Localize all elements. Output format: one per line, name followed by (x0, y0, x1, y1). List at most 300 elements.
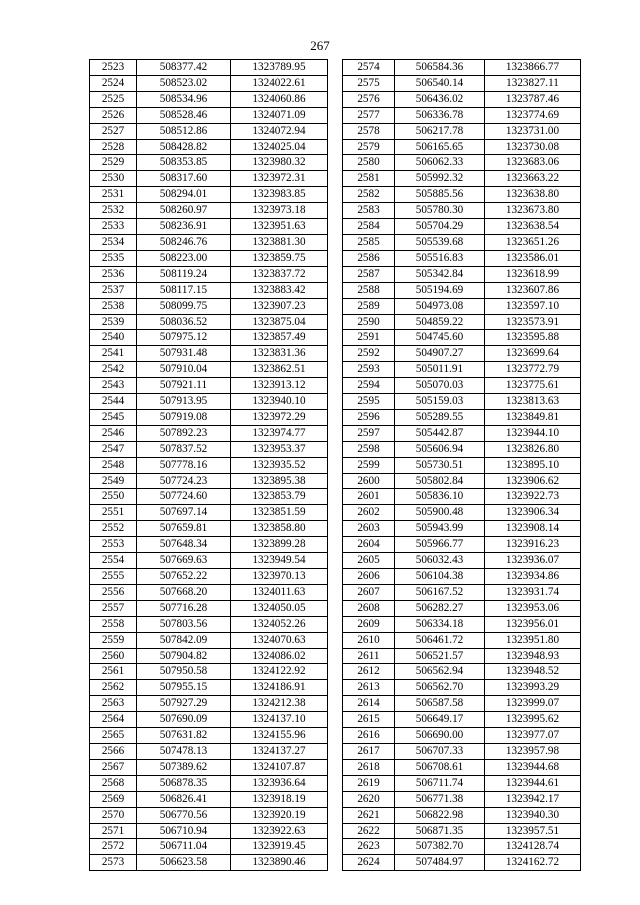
point-number-cell: 2550 (90, 489, 137, 505)
table-row (343, 298, 581, 314)
table-row (343, 75, 581, 91)
point-number-cell: 2523 (90, 60, 137, 76)
y-coordinate-cell: 1323949.54 (231, 553, 328, 569)
point-number-cell: 2561 (90, 664, 137, 680)
table-row (90, 219, 328, 235)
point-number-cell: 2560 (90, 648, 137, 664)
y-coordinate-cell: 1323651.26 (485, 234, 581, 250)
y-coordinate-cell: 1324137.27 (231, 743, 328, 759)
x-coordinate-cell: 508428.82 (137, 139, 231, 155)
table-row (90, 314, 328, 330)
point-number-cell: 2587 (343, 266, 395, 282)
point-number-cell: 2619 (343, 775, 395, 791)
x-coordinate-cell: 507931.48 (137, 346, 231, 362)
x-coordinate-cell: 506623.58 (137, 855, 231, 871)
x-coordinate-cell: 506711.04 (137, 839, 231, 855)
x-coordinate-cell: 504859.22 (395, 314, 485, 330)
y-coordinate-cell: 1323999.07 (485, 696, 581, 712)
y-coordinate-cell: 1323970.13 (231, 569, 328, 585)
point-number-cell: 2563 (90, 696, 137, 712)
point-number-cell: 2542 (90, 362, 137, 378)
table-row (343, 409, 581, 425)
point-number-cell: 2575 (343, 75, 395, 91)
y-coordinate-cell: 1323936.07 (485, 553, 581, 569)
table-row (343, 139, 581, 155)
table-row (343, 187, 581, 203)
table-row (90, 282, 328, 298)
y-coordinate-cell: 1323993.29 (485, 680, 581, 696)
point-number-cell: 2624 (343, 855, 395, 871)
x-coordinate-cell: 507484.97 (395, 855, 485, 871)
table-row (343, 759, 581, 775)
table-row (343, 489, 581, 505)
table-row (343, 823, 581, 839)
point-number-cell: 2556 (90, 584, 137, 600)
table-row (90, 728, 328, 744)
point-number-cell: 2578 (343, 123, 395, 139)
table-row (90, 473, 328, 489)
table-row (343, 91, 581, 107)
table-row (90, 203, 328, 219)
x-coordinate-cell: 507892.23 (137, 425, 231, 441)
x-coordinate-cell: 505780.30 (395, 203, 485, 219)
y-coordinate-cell: 1323913.12 (231, 378, 328, 394)
x-coordinate-cell: 507842.09 (137, 632, 231, 648)
x-coordinate-cell: 506282.27 (395, 600, 485, 616)
y-coordinate-cell: 1323983.85 (231, 187, 328, 203)
y-coordinate-cell: 1323899.28 (231, 537, 328, 553)
x-coordinate-cell: 506217.78 (395, 123, 485, 139)
x-coordinate-cell: 505836.10 (395, 489, 485, 505)
table-row (343, 266, 581, 282)
y-coordinate-cell: 1323895.10 (485, 457, 581, 473)
y-coordinate-cell: 1323607.86 (485, 282, 581, 298)
y-coordinate-cell: 1323908.14 (485, 521, 581, 537)
table-row (343, 664, 581, 680)
table-row (343, 123, 581, 139)
y-coordinate-cell: 1323731.00 (485, 123, 581, 139)
table-row (343, 696, 581, 712)
table-row (90, 632, 328, 648)
x-coordinate-cell: 507659.81 (137, 521, 231, 537)
table-row (90, 569, 328, 585)
y-coordinate-cell: 1323980.32 (231, 155, 328, 171)
x-coordinate-cell: 506165.65 (395, 139, 485, 155)
x-coordinate-cell: 508294.01 (137, 187, 231, 203)
point-number-cell: 2602 (343, 505, 395, 521)
x-coordinate-cell: 505289.55 (395, 409, 485, 425)
y-coordinate-cell: 1323775.61 (485, 378, 581, 394)
x-coordinate-cell: 507975.12 (137, 330, 231, 346)
table-row (343, 680, 581, 696)
table-row (90, 712, 328, 728)
table-row (343, 473, 581, 489)
point-number-cell: 2594 (343, 378, 395, 394)
point-number-cell: 2620 (343, 791, 395, 807)
y-coordinate-cell: 1323813.63 (485, 394, 581, 410)
point-number-cell: 2557 (90, 600, 137, 616)
table-row (90, 759, 328, 775)
table-row (90, 346, 328, 362)
x-coordinate-cell: 507921.11 (137, 378, 231, 394)
table-row (343, 107, 581, 123)
coordinates-table-left (89, 59, 328, 871)
table-row (343, 648, 581, 664)
y-coordinate-cell: 1323573.91 (485, 314, 581, 330)
table-row (90, 775, 328, 791)
y-coordinate-cell: 1323595.88 (485, 330, 581, 346)
table-row (90, 91, 328, 107)
x-coordinate-cell: 506167.52 (395, 584, 485, 600)
page-number: 267 (310, 38, 330, 53)
x-coordinate-cell: 505802.84 (395, 473, 485, 489)
x-coordinate-cell: 506334.18 (395, 616, 485, 632)
y-coordinate-cell: 1323774.69 (485, 107, 581, 123)
x-coordinate-cell: 506562.94 (395, 664, 485, 680)
x-coordinate-cell: 506436.02 (395, 91, 485, 107)
table-row (343, 314, 581, 330)
table-row (90, 855, 328, 871)
x-coordinate-cell: 507778.16 (137, 457, 231, 473)
x-coordinate-cell: 507669.63 (137, 553, 231, 569)
y-coordinate-cell: 1324011.63 (231, 584, 328, 600)
y-coordinate-cell: 1323683.06 (485, 155, 581, 171)
x-coordinate-cell: 507690.09 (137, 712, 231, 728)
table-row (343, 807, 581, 823)
y-coordinate-cell: 1324052.26 (231, 616, 328, 632)
table-row (343, 346, 581, 362)
point-number-cell: 2599 (343, 457, 395, 473)
x-coordinate-cell: 508534.96 (137, 91, 231, 107)
y-coordinate-cell: 1324162.72 (485, 855, 581, 871)
table-row (90, 743, 328, 759)
x-coordinate-cell: 506708.61 (395, 759, 485, 775)
point-number-cell: 2525 (90, 91, 137, 107)
y-coordinate-cell: 1323940.10 (231, 394, 328, 410)
x-coordinate-cell: 506710.94 (137, 823, 231, 839)
point-number-cell: 2562 (90, 680, 137, 696)
y-coordinate-cell: 1323972.31 (231, 171, 328, 187)
y-coordinate-cell: 1323922.63 (231, 823, 328, 839)
point-number-cell: 2541 (90, 346, 137, 362)
table-row (343, 775, 581, 791)
y-coordinate-cell: 1323918.19 (231, 791, 328, 807)
y-coordinate-cell: 1323920.19 (231, 807, 328, 823)
x-coordinate-cell: 507803.56 (137, 616, 231, 632)
table-row (90, 155, 328, 171)
table-row (90, 457, 328, 473)
x-coordinate-cell: 507631.82 (137, 728, 231, 744)
y-coordinate-cell: 1323953.06 (485, 600, 581, 616)
y-coordinate-cell: 1324072.94 (231, 123, 328, 139)
y-coordinate-cell: 1323787.46 (485, 91, 581, 107)
y-coordinate-cell: 1323866.77 (485, 60, 581, 76)
point-number-cell: 2603 (343, 521, 395, 537)
x-coordinate-cell: 507648.34 (137, 537, 231, 553)
x-coordinate-cell: 507913.95 (137, 394, 231, 410)
x-coordinate-cell: 505885.56 (395, 187, 485, 203)
x-coordinate-cell: 508317.60 (137, 171, 231, 187)
x-coordinate-cell: 507837.52 (137, 441, 231, 457)
point-number-cell: 2585 (343, 234, 395, 250)
x-coordinate-cell: 507716.28 (137, 600, 231, 616)
x-coordinate-cell: 508353.85 (137, 155, 231, 171)
table-row (90, 505, 328, 521)
y-coordinate-cell: 1323849.81 (485, 409, 581, 425)
y-coordinate-cell: 1323957.51 (485, 823, 581, 839)
point-number-cell: 2540 (90, 330, 137, 346)
table-row (90, 823, 328, 839)
table-row (90, 394, 328, 410)
table-row (343, 791, 581, 807)
x-coordinate-cell: 506461.72 (395, 632, 485, 648)
point-number-cell: 2598 (343, 441, 395, 457)
y-coordinate-cell: 1323935.52 (231, 457, 328, 473)
table-row (90, 600, 328, 616)
table-row (343, 60, 581, 76)
y-coordinate-cell: 1323916.23 (485, 537, 581, 553)
y-coordinate-cell: 1323699.64 (485, 346, 581, 362)
table-row (90, 553, 328, 569)
x-coordinate-cell: 505704.29 (395, 219, 485, 235)
y-coordinate-cell: 1324107.87 (231, 759, 328, 775)
x-coordinate-cell: 506871.35 (395, 823, 485, 839)
table-row (343, 394, 581, 410)
table-row (90, 60, 328, 76)
table-row (90, 664, 328, 680)
point-number-cell: 2582 (343, 187, 395, 203)
table-row (90, 409, 328, 425)
y-coordinate-cell: 1323940.30 (485, 807, 581, 823)
table-row (90, 171, 328, 187)
x-coordinate-cell: 506649.17 (395, 712, 485, 728)
point-number-cell: 2577 (343, 107, 395, 123)
point-number-cell: 2621 (343, 807, 395, 823)
table-row (343, 234, 581, 250)
point-number-cell: 2539 (90, 314, 137, 330)
table-row (343, 712, 581, 728)
y-coordinate-cell: 1323875.04 (231, 314, 328, 330)
x-coordinate-cell: 505070.03 (395, 378, 485, 394)
point-number-cell: 2584 (343, 219, 395, 235)
y-coordinate-cell: 1323857.49 (231, 330, 328, 346)
table-row (343, 155, 581, 171)
table-row (343, 425, 581, 441)
table-row (343, 569, 581, 585)
y-coordinate-cell: 1323663.22 (485, 171, 581, 187)
y-coordinate-cell: 1323772.79 (485, 362, 581, 378)
point-number-cell: 2543 (90, 378, 137, 394)
point-number-cell: 2592 (343, 346, 395, 362)
table-row (90, 123, 328, 139)
y-coordinate-cell: 1323858.80 (231, 521, 328, 537)
x-coordinate-cell: 505159.03 (395, 394, 485, 410)
point-number-cell: 2579 (343, 139, 395, 155)
point-number-cell: 2608 (343, 600, 395, 616)
y-coordinate-cell: 1324128.74 (485, 839, 581, 855)
table-row (343, 171, 581, 187)
y-coordinate-cell: 1323831.36 (231, 346, 328, 362)
point-number-cell: 2537 (90, 282, 137, 298)
y-coordinate-cell: 1323973.18 (231, 203, 328, 219)
table-row (343, 457, 581, 473)
y-coordinate-cell: 1324022.61 (231, 75, 328, 91)
point-number-cell: 2529 (90, 155, 137, 171)
table-row (90, 75, 328, 91)
x-coordinate-cell: 505992.32 (395, 171, 485, 187)
point-number-cell: 2532 (90, 203, 137, 219)
x-coordinate-cell: 506540.14 (395, 75, 485, 91)
y-coordinate-cell: 1323919.45 (231, 839, 328, 855)
point-number-cell: 2533 (90, 219, 137, 235)
table-row (90, 680, 328, 696)
table-row (90, 298, 328, 314)
y-coordinate-cell: 1323638.54 (485, 219, 581, 235)
point-number-cell: 2610 (343, 632, 395, 648)
x-coordinate-cell: 506822.98 (395, 807, 485, 823)
x-coordinate-cell: 505194.69 (395, 282, 485, 298)
point-number-cell: 2588 (343, 282, 395, 298)
table-row (90, 584, 328, 600)
x-coordinate-cell: 508223.00 (137, 250, 231, 266)
x-coordinate-cell: 504973.08 (395, 298, 485, 314)
point-number-cell: 2606 (343, 569, 395, 585)
point-number-cell: 2615 (343, 712, 395, 728)
point-number-cell: 2530 (90, 171, 137, 187)
point-number-cell: 2583 (343, 203, 395, 219)
point-number-cell: 2572 (90, 839, 137, 855)
y-coordinate-cell: 1324212.38 (231, 696, 328, 712)
x-coordinate-cell: 506711.74 (395, 775, 485, 791)
x-coordinate-cell: 506771.38 (395, 791, 485, 807)
table-row (90, 791, 328, 807)
table-row (343, 600, 581, 616)
point-number-cell: 2565 (90, 728, 137, 744)
point-number-cell: 2623 (343, 839, 395, 855)
table-row (343, 553, 581, 569)
point-number-cell: 2581 (343, 171, 395, 187)
point-number-cell: 2609 (343, 616, 395, 632)
y-coordinate-cell: 1323597.10 (485, 298, 581, 314)
y-coordinate-cell: 1323931.74 (485, 584, 581, 600)
point-number-cell: 2614 (343, 696, 395, 712)
y-coordinate-cell: 1324070.63 (231, 632, 328, 648)
table-row (90, 807, 328, 823)
point-number-cell: 2558 (90, 616, 137, 632)
y-coordinate-cell: 1324186.91 (231, 680, 328, 696)
x-coordinate-cell: 506878.35 (137, 775, 231, 791)
x-coordinate-cell: 506521.57 (395, 648, 485, 664)
point-number-cell: 2589 (343, 298, 395, 314)
x-coordinate-cell: 505342.84 (395, 266, 485, 282)
table-row (90, 648, 328, 664)
point-number-cell: 2552 (90, 521, 137, 537)
y-coordinate-cell: 1323974.77 (231, 425, 328, 441)
point-number-cell: 2547 (90, 441, 137, 457)
y-coordinate-cell: 1323730.08 (485, 139, 581, 155)
point-number-cell: 2545 (90, 409, 137, 425)
x-coordinate-cell: 505900.48 (395, 505, 485, 521)
y-coordinate-cell: 1323944.61 (485, 775, 581, 791)
point-number-cell: 2549 (90, 473, 137, 489)
y-coordinate-cell: 1323956.01 (485, 616, 581, 632)
x-coordinate-cell: 507950.58 (137, 664, 231, 680)
y-coordinate-cell: 1323936.64 (231, 775, 328, 791)
y-coordinate-cell: 1324050.05 (231, 600, 328, 616)
x-coordinate-cell: 506770.56 (137, 807, 231, 823)
point-number-cell: 2528 (90, 139, 137, 155)
point-number-cell: 2544 (90, 394, 137, 410)
table-row (343, 203, 581, 219)
table-row (90, 441, 328, 457)
y-coordinate-cell: 1323944.10 (485, 425, 581, 441)
point-number-cell: 2601 (343, 489, 395, 505)
x-coordinate-cell: 507724.23 (137, 473, 231, 489)
x-coordinate-cell: 508236.91 (137, 219, 231, 235)
table-row (90, 489, 328, 505)
y-coordinate-cell: 1323922.73 (485, 489, 581, 505)
x-coordinate-cell: 507389.62 (137, 759, 231, 775)
x-coordinate-cell: 507955.15 (137, 680, 231, 696)
x-coordinate-cell: 506062.33 (395, 155, 485, 171)
y-coordinate-cell: 1324071.09 (231, 107, 328, 123)
y-coordinate-cell: 1323851.59 (231, 505, 328, 521)
table-row (90, 521, 328, 537)
y-coordinate-cell: 1323827.11 (485, 75, 581, 91)
x-coordinate-cell: 506707.33 (395, 743, 485, 759)
y-coordinate-cell: 1323586.01 (485, 250, 581, 266)
point-number-cell: 2593 (343, 362, 395, 378)
point-number-cell: 2607 (343, 584, 395, 600)
point-number-cell: 2570 (90, 807, 137, 823)
y-coordinate-cell: 1323934.86 (485, 569, 581, 585)
y-coordinate-cell: 1323977.07 (485, 728, 581, 744)
table-row (343, 616, 581, 632)
table-row (343, 743, 581, 759)
table-row (90, 839, 328, 855)
x-coordinate-cell: 508099.75 (137, 298, 231, 314)
table-row (90, 330, 328, 346)
point-number-cell: 2596 (343, 409, 395, 425)
table-row (343, 250, 581, 266)
x-coordinate-cell: 506336.78 (395, 107, 485, 123)
table-row (343, 282, 581, 298)
point-number-cell: 2569 (90, 791, 137, 807)
table-row (343, 330, 581, 346)
point-number-cell: 2566 (90, 743, 137, 759)
point-number-cell: 2612 (343, 664, 395, 680)
point-number-cell: 2567 (90, 759, 137, 775)
table-row (343, 728, 581, 744)
point-number-cell: 2580 (343, 155, 395, 171)
point-number-cell: 2524 (90, 75, 137, 91)
table-row (90, 362, 328, 378)
point-number-cell: 2568 (90, 775, 137, 791)
table-row (343, 362, 581, 378)
y-coordinate-cell: 1323862.51 (231, 362, 328, 378)
point-number-cell: 2551 (90, 505, 137, 521)
point-number-cell: 2617 (343, 743, 395, 759)
y-coordinate-cell: 1323883.42 (231, 282, 328, 298)
table-row (90, 250, 328, 266)
table-row (343, 219, 581, 235)
x-coordinate-cell: 507904.82 (137, 648, 231, 664)
x-coordinate-cell: 506587.58 (395, 696, 485, 712)
x-coordinate-cell: 508036.52 (137, 314, 231, 330)
y-coordinate-cell: 1323906.34 (485, 505, 581, 521)
x-coordinate-cell: 508523.02 (137, 75, 231, 91)
x-coordinate-cell: 505516.83 (395, 250, 485, 266)
